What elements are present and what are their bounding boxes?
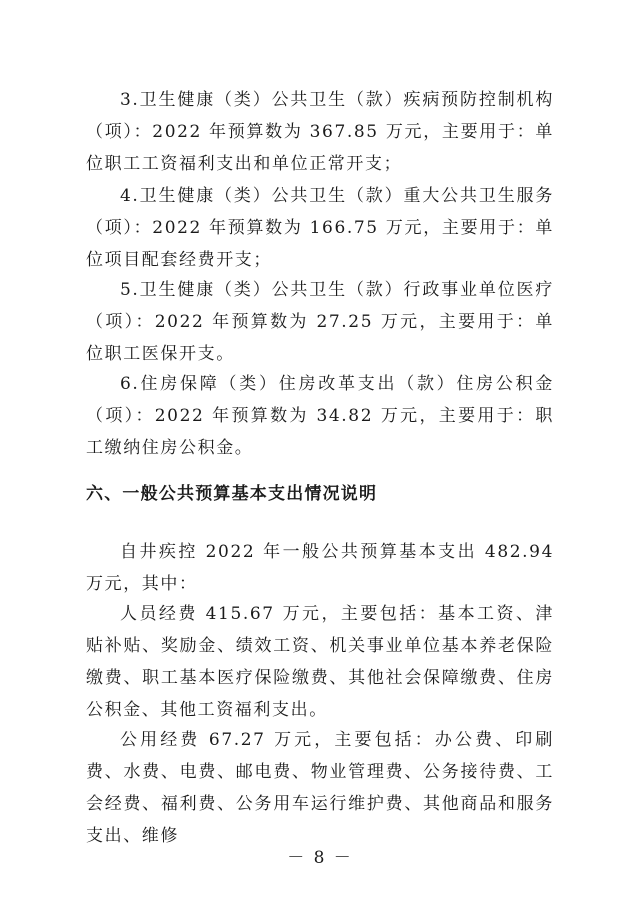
basic-expenditure-summary: 自井疾控 2022 年一般公共预算基本支出 482.94 万元，其中： [86, 542, 554, 594]
budget-item-5: 5.卫生健康（类）公共卫生（款）行政事业单位医疗（项）：2022 年预算数为 27.25 万元，主要用于：单位职工医保开支。 [86, 280, 554, 364]
section-heading: 六、一般公共预算基本支出情况说明 [86, 484, 378, 504]
budget-item-4: 4.卫生健康（类）公共卫生（款）重大公共卫生服务（项）：2022 年预算数为 166.75 万元，主要用于：单位项目配套经费开支； [86, 186, 554, 270]
budget-item-6: 6.住房保障（类）住房改革支出（款）住房公积金（项）：2022 年预算数为 34.82 万元，主要用于：职工缴纳住房公积金。 [86, 374, 554, 458]
page-number: － 8 － [287, 848, 353, 868]
personnel-expenses-paragraph: 人员经费 415.67 万元，主要包括：基本工资、津贴补贴、奖励金、绩效工资、机关事业单位基本养老保险缴费、职工基本医疗保险缴费、其他社会保障缴费、住房公积金、其他工资福利支出。 [86, 604, 554, 720]
public-expenses-paragraph: 公用经费 67.27 万元，主要包括：办公费、印刷费、水费、电费、邮电费、物业管理费、公务接待费、工会经费、福利费、公务用车运行维护费、其他商品和服务支出、维修 [86, 730, 554, 846]
budget-item-3: 3.卫生健康（类）公共卫生（款）疾病预防控制机构（项）：2022 年预算数为 367.85 万元，主要用于：单位职工工资福利支出和单位正常开支； [86, 90, 554, 174]
